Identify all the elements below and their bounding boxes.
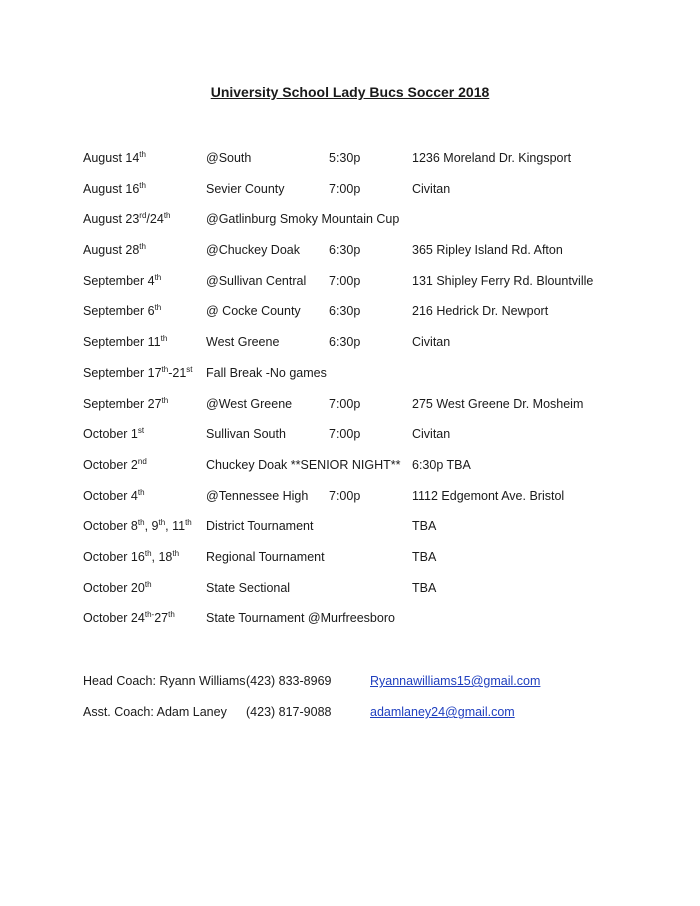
schedule-row [83,487,673,518]
game-location: Civitan [412,427,451,442]
schedule-row [83,425,673,456]
game-date: October $24^{th-}27th$ [83,610,175,626]
game-date: September 4th [83,272,162,288]
game-opponent: Sevier County [206,181,285,196]
game-time: 6:30p [329,335,361,350]
schedule-row [83,272,673,303]
game-opponent: @South [206,151,252,165]
game-time: 7:00p [329,427,361,442]
schedule-list [83,149,673,640]
game-opponent: West Greene [206,335,280,350]
game-opponent: State Tournament @Murfreesboro [206,611,395,626]
game-date: October 2nd [83,456,147,472]
schedule-row [83,302,673,333]
game-location: 6:30p TBA [412,457,471,472]
contact-row-head-coach [83,672,673,703]
game-opponent: District Tournament [206,519,314,534]
game-date: September 11th [83,333,168,350]
game-location: TBA [412,519,437,534]
game-location: 1236 Moreland Dr. Kingsport [412,151,572,165]
contact-row-asst-coach [83,703,673,734]
game-time: 5:30p [329,151,361,165]
schedule-row [83,579,673,610]
game-location: 131 Shipley Ferry Rd. Blountville [412,273,594,288]
game-opponent: @Sullivan Central [206,273,307,288]
game-date: October 8th, 9th, 11th [83,518,192,534]
game-location: Civitan [412,335,451,350]
coach-name: Head Coach: Ryann Williams [83,674,246,688]
game-opponent: @Gatlinburg Smoky Mountain Cup [206,212,400,227]
game-location: TBA [412,549,437,564]
game-opponent: @Tennessee High [206,488,309,503]
game-opponent: @ Cocke County [206,304,301,319]
page-title: University School Lady Bucs Soccer 2018 [210,84,490,100]
game-time: 7:00p [329,273,361,288]
game-opponent: Fall Break -No games [206,365,327,380]
game-opponent: @West Greene [206,396,293,411]
game-opponent: @Chuckey Doak [206,243,300,258]
schedule-row [83,210,673,241]
game-date: August 23rd/24th [83,211,171,227]
game-time: 6:30p [329,304,361,319]
contact-list [83,672,673,734]
game-opponent: State Sectional [206,580,291,595]
schedule-row [83,180,673,211]
schedule-row [83,364,673,395]
game-opponent: Chuckey Doak **SENIOR NIGHT** [206,457,401,472]
coach-name: Asst. Coach: Adam Laney [83,705,227,719]
game-location: 365 Ripley Island Rd. Afton [412,243,563,258]
game-date: October 1st [83,426,145,442]
game-opponent: Regional Tournament [206,549,325,564]
schedule-row [83,456,673,487]
game-opponent: Sullivan South [206,427,286,442]
game-location: TBA [412,580,437,595]
coach-email-link[interactable]: Ryannawilliams15@gmail.com [370,674,541,688]
game-location: 216 Hedrick Dr. Newport [412,304,549,319]
game-date: October 20th [83,579,152,595]
schedule-row [83,333,673,364]
game-date: August 16th [83,180,146,196]
schedule-row [83,149,673,180]
schedule-row [83,609,673,640]
game-date: August 14th [83,149,146,165]
schedule-row [83,241,673,272]
game-date: October 16th, 18th [83,548,180,564]
schedule-row [83,395,673,426]
coach-phone: (423) 833-8969 [246,674,332,688]
schedule-row [83,548,673,579]
game-date: October 4th [83,487,145,503]
game-time: 7:00p [329,488,361,503]
coach-email-link[interactable]: adamlaney24@gmail.com [370,705,515,719]
game-date: September 17th-21st [83,364,193,380]
schedule-row [83,517,673,548]
game-date: September 27th [83,395,169,411]
game-time: 7:00p [329,181,361,196]
game-location: 1112 Edgemont Ave. Bristol [412,488,565,503]
game-time: 7:00p [329,396,361,411]
game-time: 6:30p [329,243,361,258]
coach-phone: (423) 817-9088 [246,705,332,719]
game-date: September 6th [83,303,162,319]
game-date: August 28th [83,241,146,258]
game-location: Civitan [412,181,451,196]
game-location: 275 West Greene Dr. Mosheim [412,396,584,411]
